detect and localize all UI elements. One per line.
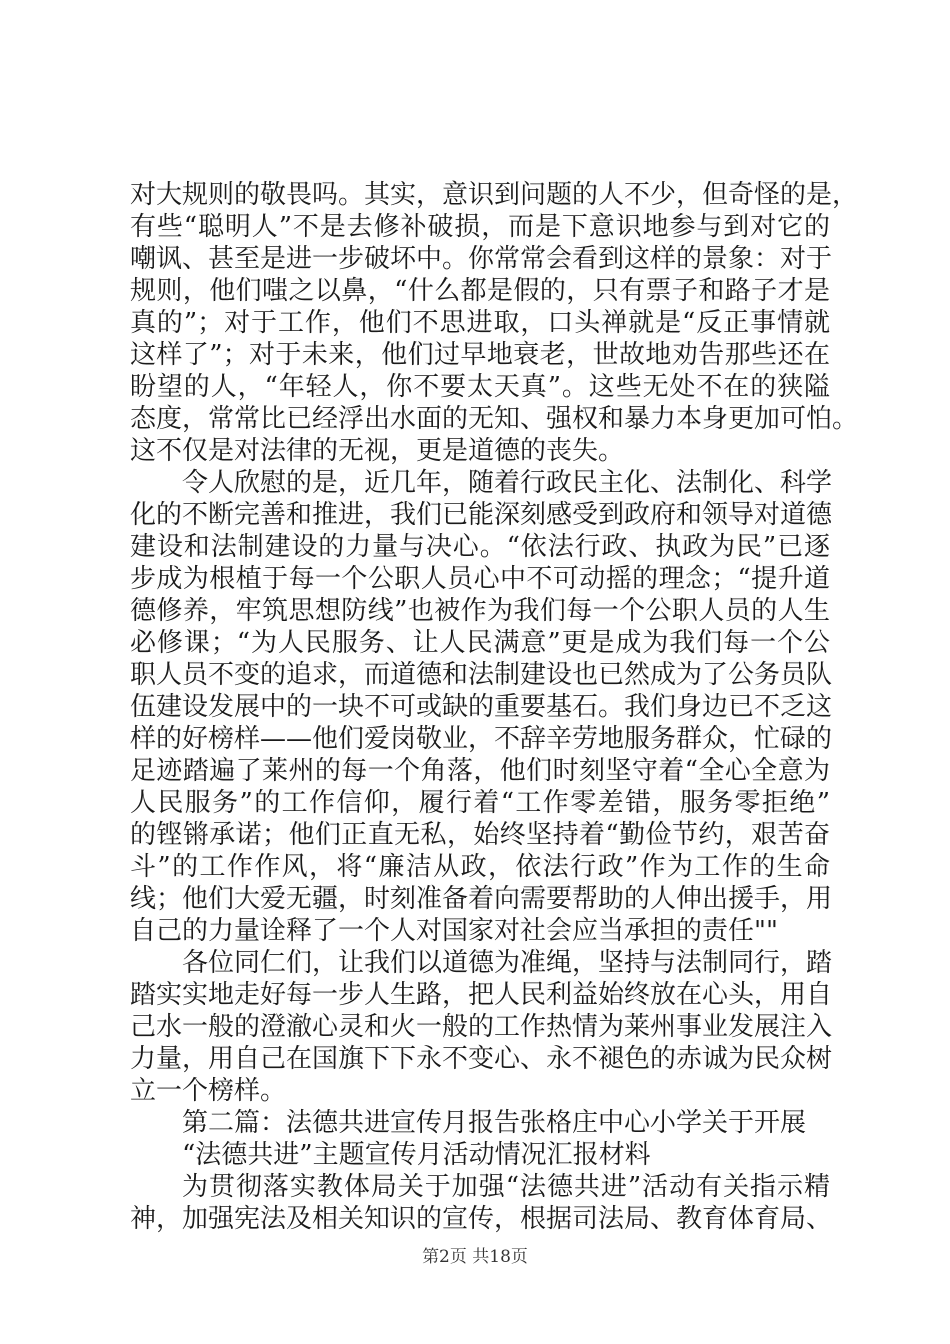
text-line: 第二篇：法德共进宣传月报告张格庄中心小学关于开展: [182, 1108, 807, 1138]
text-line: 步成为根植于每一个公职人员心中不可动摇的理念；“提升道: [130, 564, 830, 594]
text-line: 线；他们大爱无疆，时刻准备着向需要帮助的人伸出援手，用: [130, 884, 833, 914]
text-line: 为贯彻落实教体局关于加强“法德共进”活动有关指示精: [182, 1172, 830, 1202]
text-line: 神，加强宪法及相关知识的宣传，根据司法局、教育体育局、: [130, 1204, 833, 1234]
text-line: 必修课；“为人民服务、让人民满意”更是成为我们每一个公: [130, 628, 830, 658]
text-line: 盼望的人，“年轻人，你不要太天真”。这些无处不在的狭隘: [130, 372, 830, 402]
text-line: 力量，用自己在国旗下下永不变心、永不褪色的赤诚为民众树: [130, 1044, 833, 1074]
document-body: [130, 179, 859, 1235]
text-line: 伍建设发展中的一块不可或缺的重要基石。我们身边已不乏这: [130, 692, 833, 722]
text-line: 己水一般的澄澈心灵和火一般的工作热情为莱州事业发展注入: [130, 1012, 833, 1042]
text-line: 令人欣慰的是，近几年，随着行政民主化、法制化、科学: [182, 468, 833, 498]
text-line: 嘲讽、甚至是进一步破坏中。你常常会看到这样的景象：对于: [130, 244, 833, 274]
text-line: 化的不断完善和推进，我们已能深刻感受到政府和领导对道德: [130, 500, 833, 530]
text-line: 对大规则的敬畏吗。其实，意识到问题的人不少，但奇怪的是，: [130, 180, 859, 210]
text-line: 样的好榜样——他们爱岗敬业，不辞辛劳地服务群众，忙碌的: [130, 724, 833, 754]
text-line: 足迹踏遍了莱州的每一个角落，他们时刻坚守着“全心全意为: [130, 756, 830, 786]
text-line: 规则，他们嗤之以鼻，“什么都是假的，只有票子和路子才是: [130, 276, 830, 306]
text-line: 立一个榜样。: [130, 1076, 287, 1106]
text-line: 有些“聪明人”不是去修补破损，而是下意识地参与到对它的: [130, 212, 830, 242]
text-line: 这样了”；对于未来，他们过早地衰老，世故地劝告那些还在: [130, 340, 830, 370]
text-line: 的铿锵承诺；他们正直无私，始终坚持着“勤俭节约，艰苦奋: [130, 820, 830, 850]
text-line: 真的”；对于工作，他们不思进取，口头禅就是“反正事情就: [130, 308, 830, 338]
text-line: 德修养，牢筑思想防线”也被作为我们每一个公职人员的人生: [130, 596, 830, 626]
page-footer: 第2页 共18页: [422, 1247, 528, 1267]
text-line: “法德共进”主题宣传月活动情况汇报材料: [182, 1140, 651, 1170]
text-line: 踏实实地走好每一步人生路，把人民利益始终放在心头，用自: [130, 980, 833, 1010]
text-line: 态度，常常比已经浮出水面的无知、强权和暴力本身更加可怕。: [130, 404, 859, 434]
text-line: 这不仅是对法律的无视，更是道德的丧失。: [130, 436, 625, 466]
text-line: 自己的力量诠释了一个人对国家对社会应当承担的责任"": [130, 916, 778, 946]
text-line: 各位同仁们，让我们以道德为准绳，坚持与法制同行，踏: [182, 948, 833, 978]
text-line: 职人员不变的追求，而道德和法制建设也已然成为了公务员队: [130, 660, 833, 690]
text-line: 斗”的工作作风，将“廉洁从政，依法行政”作为工作的生命: [130, 852, 830, 882]
text-line: 人民服务”的工作信仰，履行着“工作零差错，服务零拒绝”: [130, 788, 830, 818]
text-line: 建设和法制建设的力量与决心。“依法行政、执政为民”已逐: [130, 532, 830, 562]
